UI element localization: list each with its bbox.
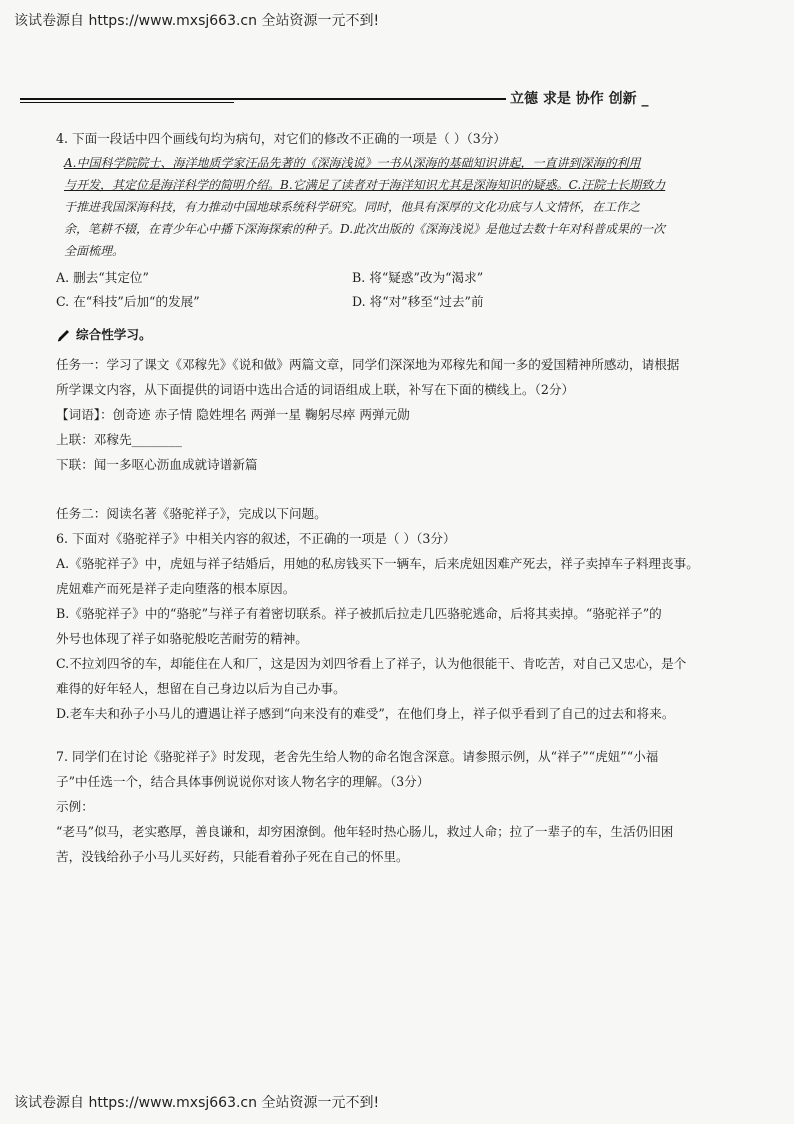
task1-line: 所学课文内容，从下面提供的词语中选出合适的词语组成上联，补写在下面的横线上。（2分） [56,382,575,397]
q6-line: B.《骆驼祥子》中的“骆驼”与祥子有着密切联系。祥子被抓后拉走几匹骆驼逃命，后将其卖掉。“骆驼祥子”的 [56,606,662,621]
q6-line: 难得的好年轻人，想留在自己身边以后为自己办事。 [56,681,346,696]
q6-line: 外号也体现了祥子如骆驼般吃苦耐劳的精神。 [56,631,308,646]
exam-content [56,128,716,869]
q7-line: 7. 同学们在讨论《骆驼祥子》时发现，老舍先生给人物的命名饱含深意。请参照示例，从“祥子”“虎妞”“小福 [56,749,659,764]
q4-line: 于推进我国深海科技，有力推动中国地球系统科学研究。同时，他具有深厚的文化功底与人文情怀，在工作之 [64,200,641,214]
header-motto: 立德 求是 协作 创新 _ [510,91,649,107]
q4-option-a: A. 删去“其定位” [56,270,149,285]
q4-stem: 4. 下面一段话中四个画线句均为病句，对它们的修改不正确的一项是（ ）（3分） [56,131,506,146]
pencil-icon [56,328,72,342]
task2-title: 任务二：阅读名著《骆驼祥子》，完成以下问题。 [56,506,327,521]
q6-stem: 6. 下面对《骆驼祥子》中相关内容的叙述，不正确的一项是（ ）（3分） [56,531,456,546]
task1-word-bank: 【词语】：创奇迹 赤子情 隐姓埋名 两弹一星 鞠躬尽瘁 两弹元勋 [56,407,410,422]
q4-line: A.中国科学院院士、海洋地质学家汪品先著的《深海浅说》一书从深海的基础知识讲起，一直讲到深海的利用 [64,156,641,170]
q4-option-d: D. 将“对”移至“过去”前 [352,294,484,309]
watermark-bottom: 该试卷源自 https://www.mxsj663.cn 全站资源一元不到! [14,1095,380,1111]
q4-options [56,266,716,314]
comprehensive-title: 综合性学习。 [76,327,152,342]
q4-option-b: B. 将“疑惑”改为“渴求” [352,270,484,285]
header-divider [20,98,506,100]
example-line: 苦，没钱给孙子小马儿买好药，只能看着孙子死在自己的怀里。 [56,849,409,864]
example-line: “老马”似马，老实憨厚，善良谦和，却穷困潦倒。他年轻时热心肠儿，救过人命；拉了一辈子的车，生活仍旧困 [56,824,674,839]
q6-line: D.老车夫和孙子小马儿的遭遇让祥子感到“向来没有的难受”，在他们身上，祥子似乎看到了自己的过去和将来。 [56,706,675,721]
example-label: 示例： [56,799,94,814]
q6-line: C.不拉刘四爷的车，却能住在人和厂，这是因为刘四爷看上了祥子，认为他很能干、肯吃苦，对自己又忠心，是个 [56,656,687,671]
q7-line: 子”中任选一个，结合具体事例说说你对该人物名字的理解。（3分） [56,774,430,789]
q6-line: 虎妞难产而死是祥子走向堕落的根本原因。 [56,581,296,596]
q4-line: 余，笔耕不辍，在青少年心中播下深海探索的种子。D.此次出版的《深海浅说》是他过去数十年对科普成果的一次 [64,222,666,236]
q4-line: 与开发，其定位是海洋科学的简明介绍。B.它满足了读者对于海洋知识尤其是深海知识的疑惑。C.汪院士长期致力 [64,178,666,192]
q4-line: 全面梳理。 [64,244,125,258]
q6-line: A.《骆驼祥子》中，虎妞与祥子结婚后，用她的私房钱买下一辆车，后来虎妞因难产死去，祥子卖掉车子料理丧事。 [56,556,699,571]
q4-passage [64,152,716,262]
q4-option-c: C. 在“科技”后加“的发展” [56,294,200,309]
lower-couplet: 下联：闻一多呕心沥血成就诗谱新篇 [56,457,258,472]
upper-couplet: 上联：邓稼先________ [56,432,182,447]
comprehensive-section-title [56,324,716,346]
watermark-top: 该试卷源自 https://www.mxsj663.cn 全站资源一元不到! [14,13,380,29]
task1-line: 任务一：学习了课文《邓稼先》《说和做》两篇文章，同学们深深地为邓稼先和闻一多的爱国精神所感动，请根据 [56,357,680,372]
